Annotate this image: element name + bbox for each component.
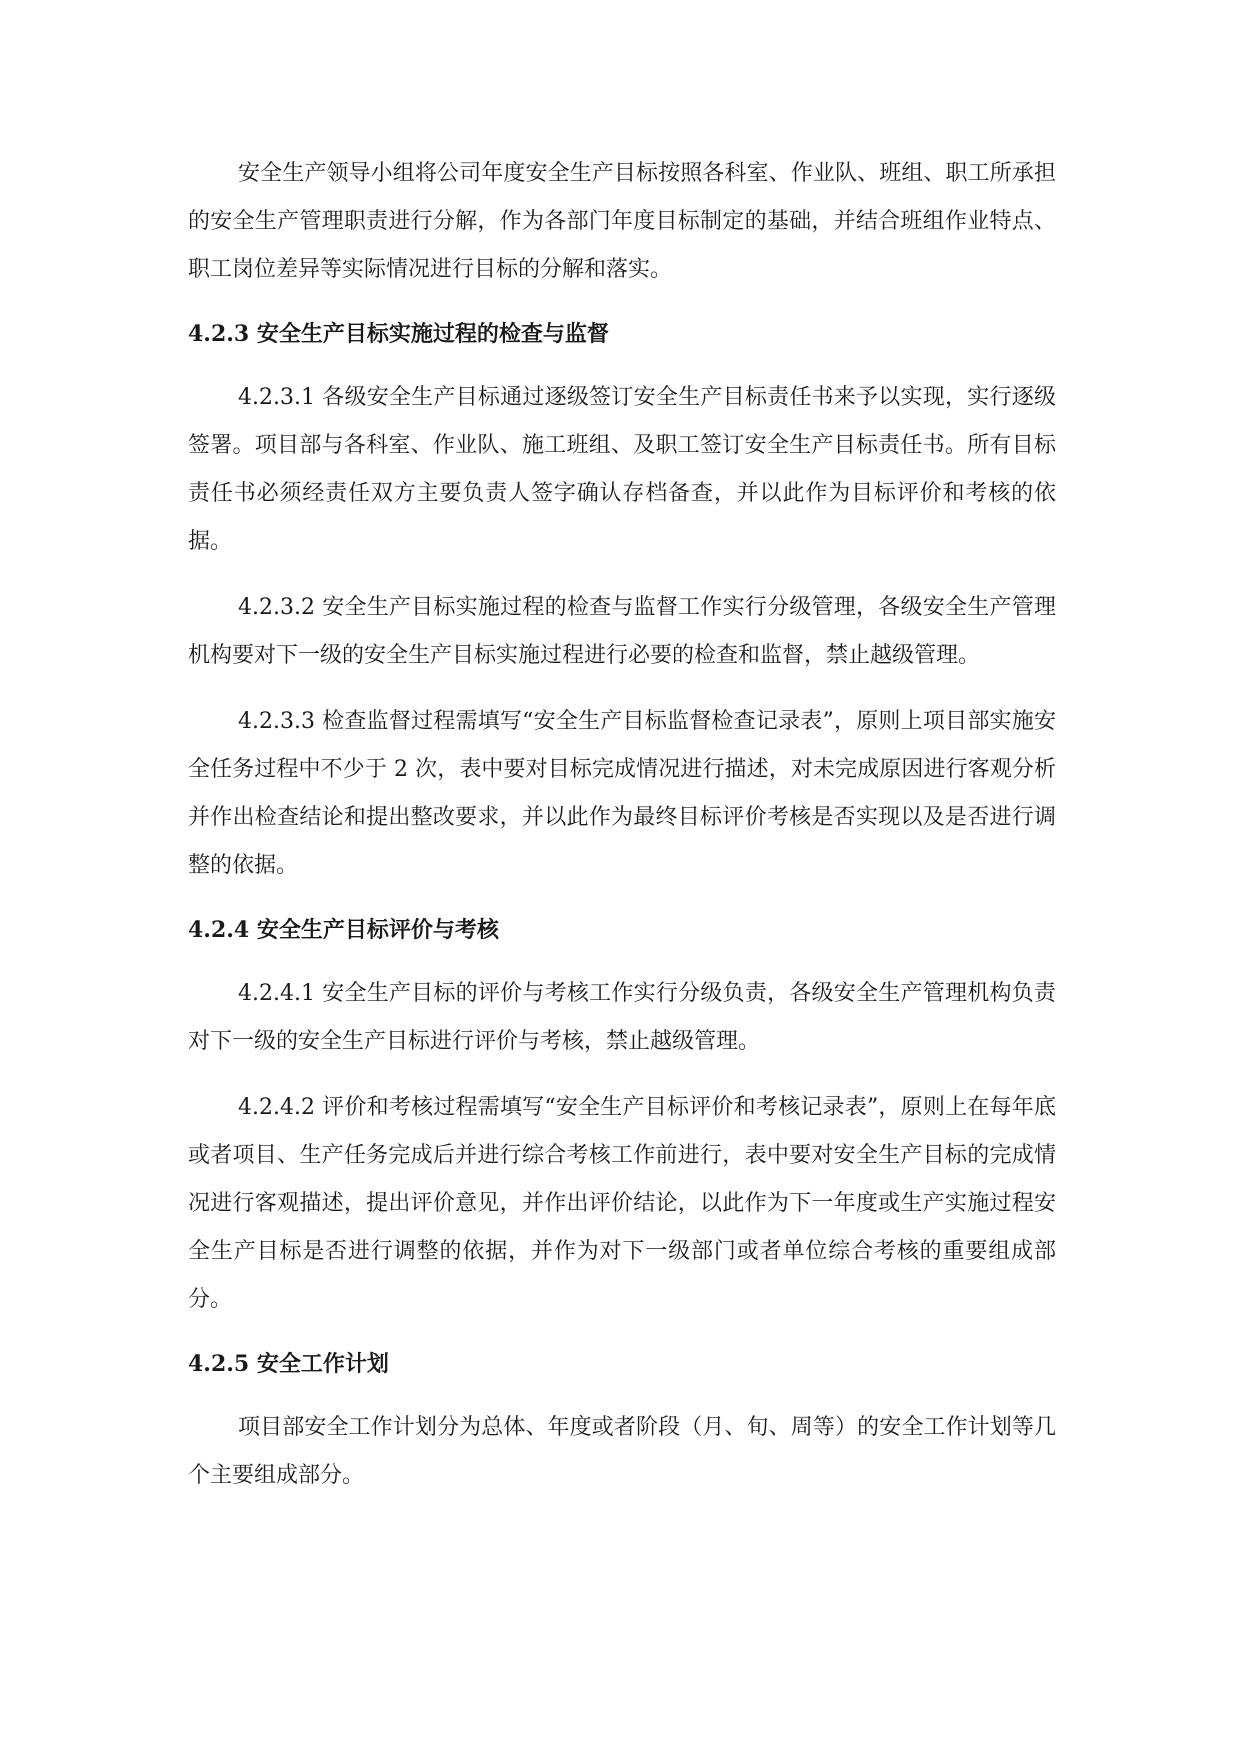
- section-heading-4-2-4: 4.2.4 安全生产目标评价与考核: [188, 917, 499, 943]
- document-page: [188, 150, 1056, 1500]
- section-heading-4-2-3: 4.2.3 安全生产目标实施过程的检查与监督: [188, 321, 609, 347]
- paragraph-4-2-3-1: 4.2.3.1 各级安全生产目标通过逐级签订安全生产目标责任书来予以实现，实行逐级签署。项目部与各科室、作业队、施工班组、及职工签订安全生产目标责任书。所有目标责任书必须经责任双方主要负责人签字确认存档备查，并以此作为目标评价和考核的依据。: [188, 385, 1056, 554]
- section-heading-4-2-5: 4.2.5 安全工作计划: [188, 1351, 389, 1377]
- paragraph-4-2-5: 项目部安全工作计划分为总体、年度或者阶段（月、旬、周等）的安全工作计划等几个主要组成部分。: [188, 1415, 1056, 1488]
- paragraph-4-2-3-3: 4.2.3.3 检查监督过程需填写“安全生产目标监督检查记录表”，原则上项目部实施安全任务过程中不少于 2 次，表中要对目标完成情况进行描述，对未完成原因进行客观分析并作出检查结论和提出整改要求，并以此作为最终目标评价考核是否实现以及是否进行调整的依据。: [188, 709, 1056, 878]
- paragraph-4-2-4-2: 4.2.4.2 评价和考核过程需填写“安全生产目标评价和考核记录表”，原则上在每年底或者项目、生产任务完成后并进行综合考核工作前进行，表中要对安全生产目标的完成情况进行客观描述，提出评价意见，并作出评价结论，以此作为下一年度或生产实施过程安全生产目标是否进行调整的依据，并作为对下一级部门或者单位综合考核的重要组成部分。: [188, 1095, 1056, 1312]
- paragraph-4-2-4-1: 4.2.4.1 安全生产目标的评价与考核工作实行分级负责，各级安全生产管理机构负责对下一级的安全生产目标进行评价与考核，禁止越级管理。: [188, 981, 1056, 1054]
- paragraph-target-decomposition: 安全生产领导小组将公司年度安全生产目标按照各科室、作业队、班组、职工所承担的安全生产管理职责进行分解，作为各部门年度目标制定的基础，并结合班组作业特点、职工岗位差异等实际情况进行目标的分解和落实。: [188, 161, 1056, 282]
- paragraph-4-2-3-2: 4.2.3.2 安全生产目标实施过程的检查与监督工作实行分级管理，各级安全生产管理机构要对下一级的安全生产目标实施过程进行必要的检查和监督，禁止越级管理。: [188, 595, 1056, 668]
